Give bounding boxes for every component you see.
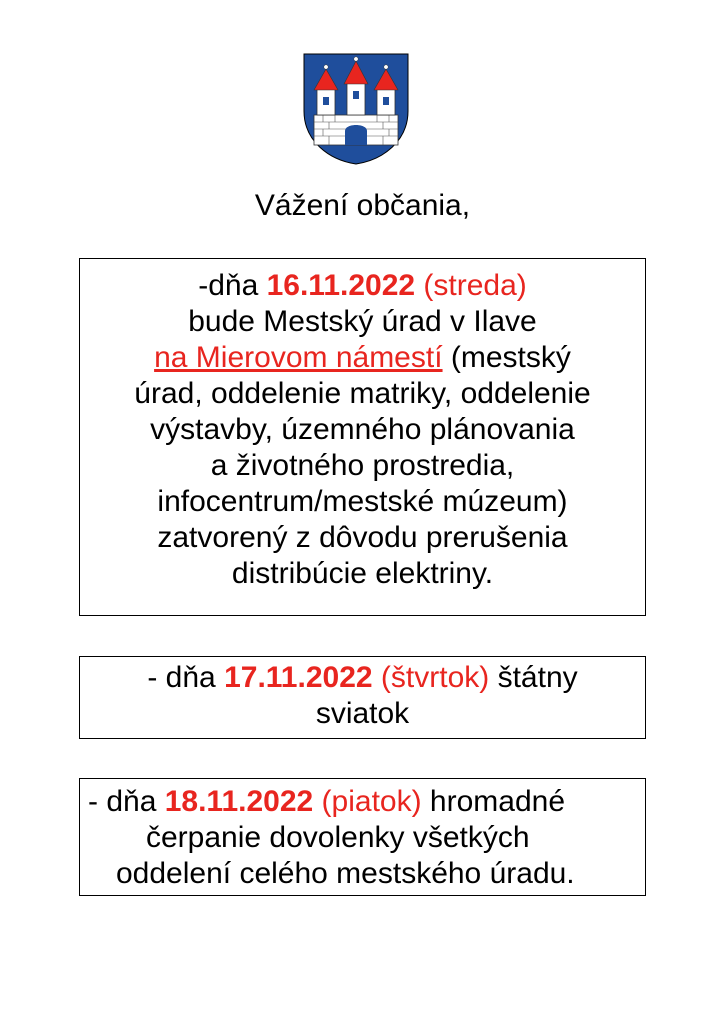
notice-line: bude Mestský úrad v Ilave [188,305,537,338]
notice-text: hromadné [421,785,566,818]
date-prefix: -dňa [198,269,267,302]
day-name: (štvrtok) [372,661,490,694]
notice-line [80,268,645,304]
notice-vacation [79,778,646,896]
date-highlight: 17.11.2022 [224,661,373,694]
notice-line: distribúcie elektriny. [231,557,494,590]
location-highlight: na Mierovom námestí [154,341,443,374]
notice-line [80,660,645,696]
notice-line [80,340,645,376]
day-name: (piatok) [313,785,422,818]
notice-line: infocentrum/mestské múzeum) [157,485,568,518]
greeting: Vážení občania, [254,189,471,222]
notice-holiday [79,656,646,739]
city-coat-of-arms-icon [303,53,409,165]
notice-line: zatvorený z dôvodu prerušenia [157,521,568,554]
notice-line: úrad, oddelenie matriky, oddelenie [134,377,591,410]
notice-line: výstavby, územného plánovania [150,413,575,446]
notice-line: sviatok [315,697,410,730]
date-prefix: - dňa [147,661,225,694]
date-highlight: 16.11.2022 [266,269,416,302]
notice-line: oddelení celého mestského úradu. [116,857,575,890]
notice-line [80,784,645,820]
day-name: (streda) [415,269,527,302]
notice-line: čerpanie dovolenky všetkých [146,821,530,854]
notice-text: štátny [489,661,578,694]
notice-closure [79,258,646,616]
notice-text: (mestský [442,341,571,374]
date-prefix: - dňa [88,785,165,818]
notice-line: a životného prostredia, [210,449,515,482]
date-highlight: 18.11.2022 [164,785,314,818]
